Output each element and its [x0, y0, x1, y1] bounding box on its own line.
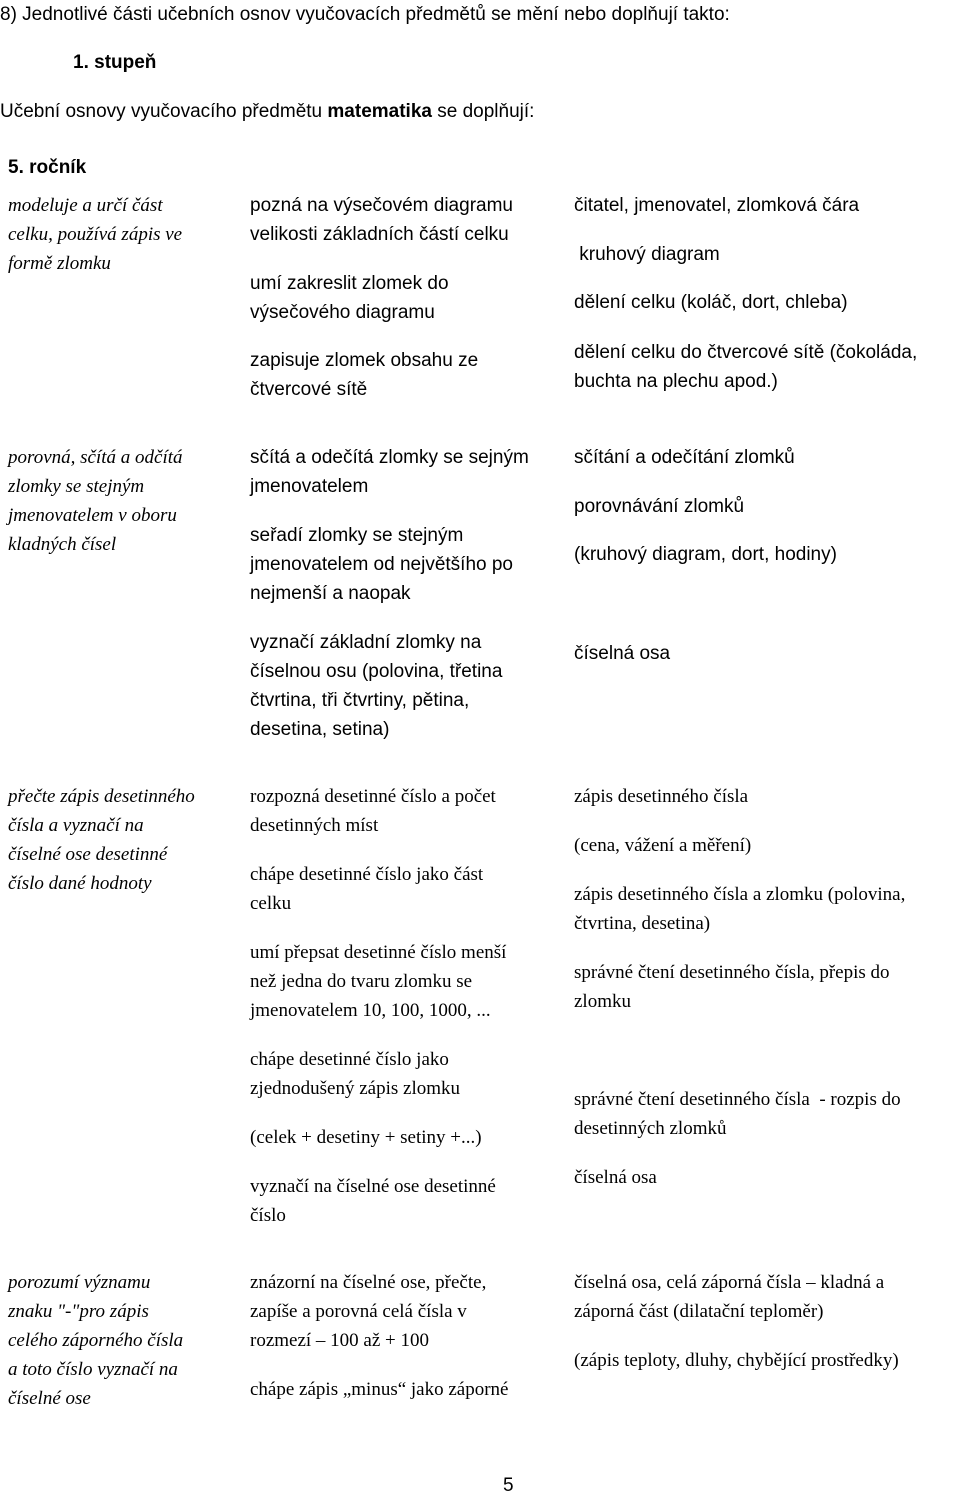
curriculum-line: desetinných míst — [250, 815, 379, 836]
content-line: čtvrtina, desetina) — [574, 913, 711, 934]
content-line: číselná osa, celá záporná čísla – kladná a — [574, 1272, 885, 1293]
content-line: záporná část (dilatační teploměr) — [574, 1301, 824, 1322]
curriculum-line: znázorní na číselné ose, přečte, — [250, 1272, 487, 1293]
curriculum-line: chápe desetinné číslo jako část — [250, 864, 484, 885]
outcome-line: kladných čísel — [8, 534, 117, 555]
curriculum-line: (celek + desetiny + setiny +...) — [250, 1127, 482, 1148]
curriculum-line: sčítá a odečítá zlomky se sejným — [250, 447, 529, 468]
section-heading: 8) Jednotlivé části učebních osnov vyučovacích předmětů se mění nebo doplňují takto: — [0, 4, 730, 25]
content-line: kruhový diagram — [574, 244, 720, 265]
outcome-line: číselné ose desetinné — [8, 844, 168, 865]
outcome-line: zlomky se stejným — [8, 476, 145, 497]
content-line: číselná osa — [574, 643, 671, 664]
subject-prefix: Učební osnovy vyučovacího předmětu — [0, 101, 328, 122]
curriculum-line: velikosti základních částí celku — [250, 224, 509, 245]
curriculum-line: desetina, setina) — [250, 719, 390, 740]
outcome-line: znaku "-"pro zápis — [8, 1301, 149, 1322]
outcome-line: a toto číslo vyznačí na — [8, 1359, 178, 1380]
outcome-line: číselné ose — [8, 1388, 91, 1409]
content-line: buchta na plechu apod.) — [574, 371, 778, 392]
curriculum-line: rozpozná desetinné číslo a počet — [250, 786, 496, 807]
curriculum-line: seřadí zlomky se stejným — [250, 525, 464, 546]
content-line: (zápis teploty, dluhy, chybějící prostředky) — [574, 1350, 899, 1371]
curriculum-line: jmenovatelem od největšího po — [250, 554, 513, 575]
content-line: čitatel, jmenovatel, zlomková čára — [574, 195, 860, 216]
curriculum-line: zjednodušený zápis zlomku — [250, 1078, 461, 1099]
content-line: dělení celku do čtvercové sítě (čokoláda, — [574, 342, 918, 363]
content-line: správné čtení desetinného čísla, přepis do — [574, 962, 890, 983]
curriculum-line: celku — [250, 893, 292, 914]
content-line: (cena, vážení a měření) — [574, 835, 752, 856]
content-line: zlomku — [574, 991, 631, 1012]
content-line: dělení celku (koláč, dort, chleba) — [574, 292, 848, 313]
curriculum-line: vyznačí základní zlomky na — [250, 632, 482, 653]
curriculum-line: nejmenší a naopak — [250, 583, 411, 604]
outcome-line: celého záporného čísla — [8, 1330, 184, 1351]
content-line: číselná osa — [574, 1167, 657, 1188]
curriculum-line: umí přepsat desetinné číslo menší — [250, 942, 507, 963]
curriculum-line: číslo — [250, 1205, 286, 1226]
outcome-line: čísla a vyznačí na — [8, 815, 144, 836]
outcome-line: celku, používá zápis ve — [8, 224, 183, 245]
content-line: zápis desetinného čísla a zlomku (polovina, — [574, 884, 906, 905]
curriculum-line: rozmezí – 100 až + 100 — [250, 1330, 430, 1351]
curriculum-line: čtvercové sítě — [250, 379, 368, 400]
content-line: desetinných zlomků — [574, 1118, 727, 1139]
curriculum-line: chápe desetinné číslo jako — [250, 1049, 449, 1070]
content-line: správné čtení desetinného čísla - rozpis do — [574, 1089, 901, 1110]
outcome-line: modeluje a určí část — [8, 195, 163, 216]
grade-heading: 5. ročník — [8, 157, 87, 178]
curriculum-line: zapisuje zlomek obsahu ze — [250, 350, 479, 371]
curriculum-line: umí zakreslit zlomek do — [250, 273, 449, 294]
outcome-line: jmenovatelem v oboru — [8, 505, 177, 526]
content-line: porovnávání zlomků — [574, 496, 745, 517]
curriculum-line: jmenovatelem 10, 100, 1000, ... — [250, 1000, 491, 1021]
page-number: 5 — [503, 1475, 514, 1496]
curriculum-line: číselnou osu (polovina, třetina — [250, 661, 503, 682]
subject-line — [0, 97, 534, 126]
outcome-line: porovná, sčítá a odčítá — [8, 447, 183, 468]
outcome-line: formě zlomku — [8, 253, 111, 274]
content-line: zápis desetinného čísla — [574, 786, 749, 807]
outcome-line: porozumí významu — [8, 1272, 151, 1293]
curriculum-line: chápe zápis „minus“ jako záporné — [250, 1379, 509, 1400]
curriculum-line: čtvrtina, tři čtvrtiny, pětina, — [250, 690, 470, 711]
curriculum-line: jmenovatelem — [250, 476, 369, 497]
curriculum-line: pozná na výsečovém diagramu — [250, 195, 513, 216]
outcome-line: přečte zápis desetinného — [8, 786, 195, 807]
content-line: (kruhový diagram, dort, hodiny) — [574, 544, 837, 565]
content-line: sčítání a odečítání zlomků — [574, 447, 795, 468]
level-heading: 1. stupeň — [73, 52, 157, 73]
curriculum-line: zapíše a porovná celá čísla v — [250, 1301, 467, 1322]
curriculum-line: vyznačí na číselné ose desetinné — [250, 1176, 496, 1197]
curriculum-line: než jedna do tvaru zlomku se — [250, 971, 473, 992]
outcome-line: číslo dané hodnoty — [8, 873, 152, 894]
subject-name: matematika — [327, 101, 432, 122]
curriculum-line: výsečového diagramu — [250, 302, 435, 323]
subject-suffix: se doplňují: — [431, 101, 535, 122]
